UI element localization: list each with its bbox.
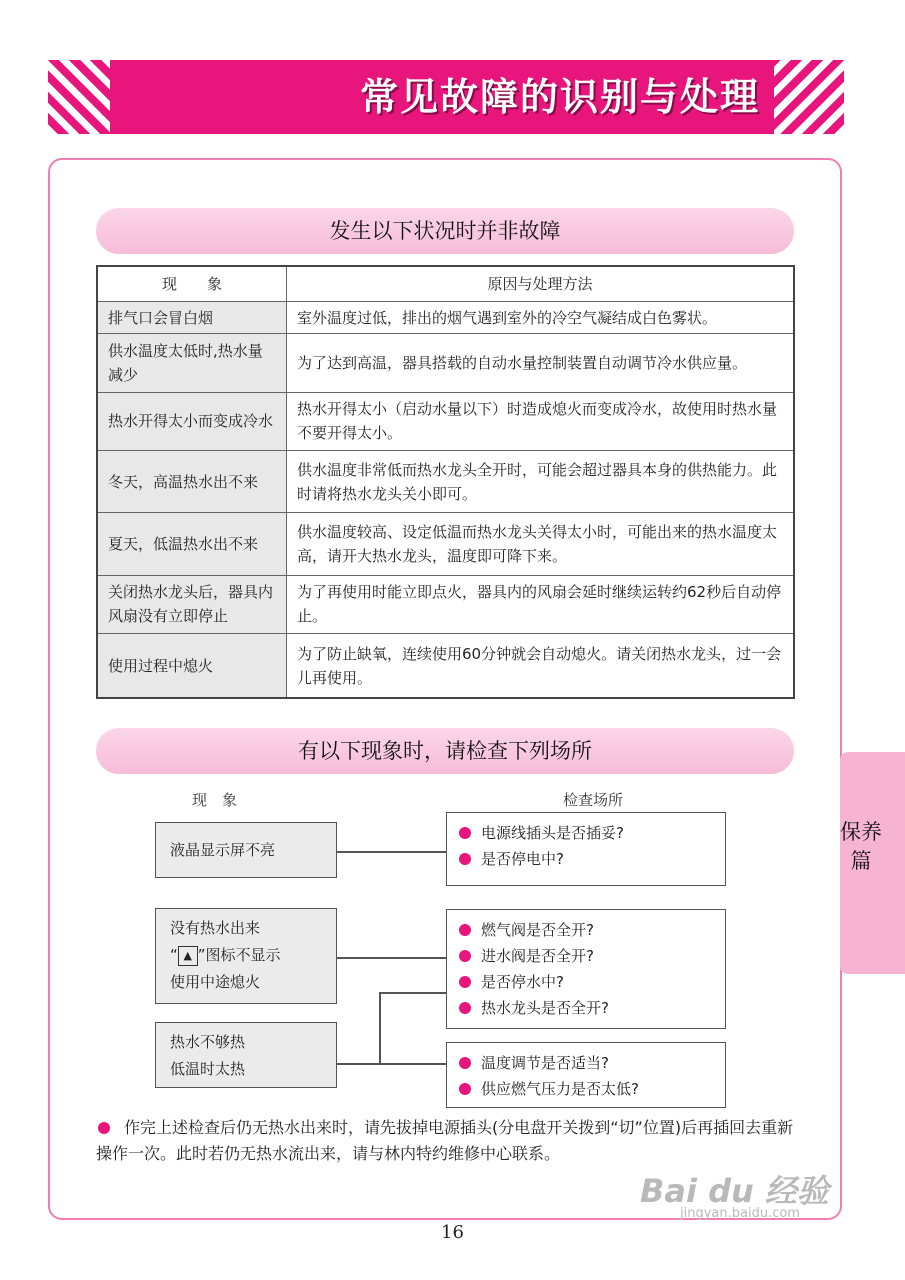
column-header-cause: 原因与处理方法 bbox=[287, 266, 795, 302]
column-header-symptom: 现 象 bbox=[97, 266, 287, 302]
check-item bbox=[459, 820, 713, 846]
cause-cell: 为了达到高温，器具搭载的自动水量控制装置自动调节冷水供应量。 bbox=[287, 334, 795, 392]
symptom-cell: 供水温度太低时,热水量减少 bbox=[97, 334, 287, 392]
watermark-logo: Bai du 经验 bbox=[640, 1172, 829, 1210]
check-text: 是否停水中? bbox=[481, 973, 564, 991]
watermark-url: jingyan.baidu.com bbox=[680, 1206, 800, 1221]
table-row bbox=[97, 334, 794, 392]
table-row bbox=[97, 451, 794, 513]
title-banner bbox=[48, 60, 844, 134]
check-text: 温度调节是否适当? bbox=[481, 1054, 609, 1072]
section1-heading: 发生以下状况时并非故障 bbox=[96, 208, 794, 254]
banner-stripes-right bbox=[774, 60, 844, 134]
symptom-text: ”图标不显示 bbox=[197, 946, 281, 964]
banner-stripes-left bbox=[48, 60, 110, 134]
check-box-power bbox=[446, 812, 726, 886]
symptom-column-label: 现 象 bbox=[192, 791, 238, 809]
check-item bbox=[459, 1050, 713, 1076]
connector-line bbox=[337, 851, 446, 853]
symptom-cell: 夏天，低温热水出不来 bbox=[97, 513, 287, 575]
page-title: 常见故障的识别与处理 bbox=[359, 75, 760, 119]
symptom-text: 热水不够热 bbox=[170, 1033, 246, 1051]
table-row bbox=[97, 513, 794, 575]
symptom-box-temperature bbox=[155, 1022, 337, 1088]
symptom-box-display bbox=[155, 822, 337, 878]
symptom-text: 没有热水出来 bbox=[170, 919, 261, 937]
bullet-icon bbox=[459, 827, 471, 839]
flame-icon: ▲ bbox=[178, 946, 198, 966]
footnote bbox=[96, 1115, 796, 1167]
check-text: 是否停电中? bbox=[481, 850, 564, 868]
check-text: 热水龙头是否全开? bbox=[481, 999, 609, 1017]
bullet-icon bbox=[459, 1057, 471, 1069]
check-item bbox=[459, 943, 713, 969]
check-text: 电源线插头是否插妥? bbox=[481, 824, 624, 842]
cause-cell: 为了再使用时能立即点火，器具内的风扇会延时继续运转约62秒后自动停止。 bbox=[287, 575, 795, 633]
section2-heading: 有以下现象时，请检查下列场所 bbox=[96, 728, 794, 774]
bullet-icon bbox=[98, 1122, 110, 1134]
table-row bbox=[97, 575, 794, 633]
cause-cell: 供水温度较高、设定低温而热水龙头关得太小时，可能出来的热水温度太高，请开大热水龙头，温度即可降下来。 bbox=[287, 513, 795, 575]
symptom-cell: 使用过程中熄火 bbox=[97, 634, 287, 698]
check-item bbox=[459, 969, 713, 995]
check-text: 供应燃气压力是否太低? bbox=[481, 1080, 639, 1098]
cause-cell: 供水温度非常低而热水龙头全开时，可能会超过器具本身的供热能力。此时请将热水龙头关小即可。 bbox=[287, 451, 795, 513]
connector-line bbox=[379, 992, 446, 994]
footnote-text: 作完上述检查后仍无热水出来时，请先拔掉电源插头(分电盘开关拨到“切”位置)后再插回去重新操作一次。此时若仍无热水流出来，请与林内特约维修中心联系。 bbox=[96, 1118, 794, 1163]
table-row bbox=[97, 392, 794, 450]
check-item bbox=[459, 846, 713, 872]
side-tab bbox=[840, 752, 905, 974]
bullet-icon bbox=[459, 976, 471, 988]
symptom-icon-line bbox=[170, 942, 322, 969]
connector-line bbox=[337, 1063, 380, 1065]
check-box-temperature bbox=[446, 1042, 726, 1108]
page-number: 16 bbox=[441, 1222, 464, 1243]
side-tab-label: 保养篇 bbox=[840, 820, 882, 873]
symptom-cell: 热水开得太小而变成冷水 bbox=[97, 392, 287, 450]
symptom-box-no-hot-water bbox=[155, 908, 337, 1004]
symptom-text: “ bbox=[170, 946, 178, 964]
symptom-text: 低温时太热 bbox=[170, 1060, 246, 1078]
table-row bbox=[97, 634, 794, 698]
symptom-text: 液晶显示屏不亮 bbox=[170, 841, 276, 859]
connector-line bbox=[337, 957, 446, 959]
cause-cell: 为了防止缺氧，连续使用60分钟就会自动熄火。请关闭热水龙头，过一会儿再使用。 bbox=[287, 634, 795, 698]
check-text: 进水阀是否全开? bbox=[481, 947, 594, 965]
check-item bbox=[459, 995, 713, 1021]
check-column-label: 检查场所 bbox=[563, 791, 624, 809]
symptom-cell: 排气口会冒白烟 bbox=[97, 302, 287, 334]
bullet-icon bbox=[459, 853, 471, 865]
check-box-supply bbox=[446, 909, 726, 1029]
cause-cell: 室外温度过低，排出的烟气遇到室外的冷空气凝结成白色雾状。 bbox=[287, 302, 795, 334]
symptom-cell: 冬天，高温热水出不来 bbox=[97, 451, 287, 513]
connector-line bbox=[379, 992, 381, 1064]
bullet-icon bbox=[459, 950, 471, 962]
table-row bbox=[97, 302, 794, 334]
bullet-icon bbox=[459, 1083, 471, 1095]
check-text: 燃气阀是否全开? bbox=[481, 921, 594, 939]
symptom-cell: 关闭热水龙头后，器具内风扇没有立即停止 bbox=[97, 575, 287, 633]
check-item bbox=[459, 1076, 713, 1102]
cause-cell: 热水开得太小（启动水量以下）时造成熄火而变成冷水，故使用时热水量不要开得太小。 bbox=[287, 392, 795, 450]
check-item bbox=[459, 917, 713, 943]
symptom-text: 使用中途熄火 bbox=[170, 973, 261, 991]
bullet-icon bbox=[459, 1002, 471, 1014]
non-fault-table bbox=[96, 265, 795, 699]
connector-line bbox=[379, 1063, 446, 1065]
bullet-icon bbox=[459, 924, 471, 936]
table-header-row bbox=[97, 266, 794, 302]
